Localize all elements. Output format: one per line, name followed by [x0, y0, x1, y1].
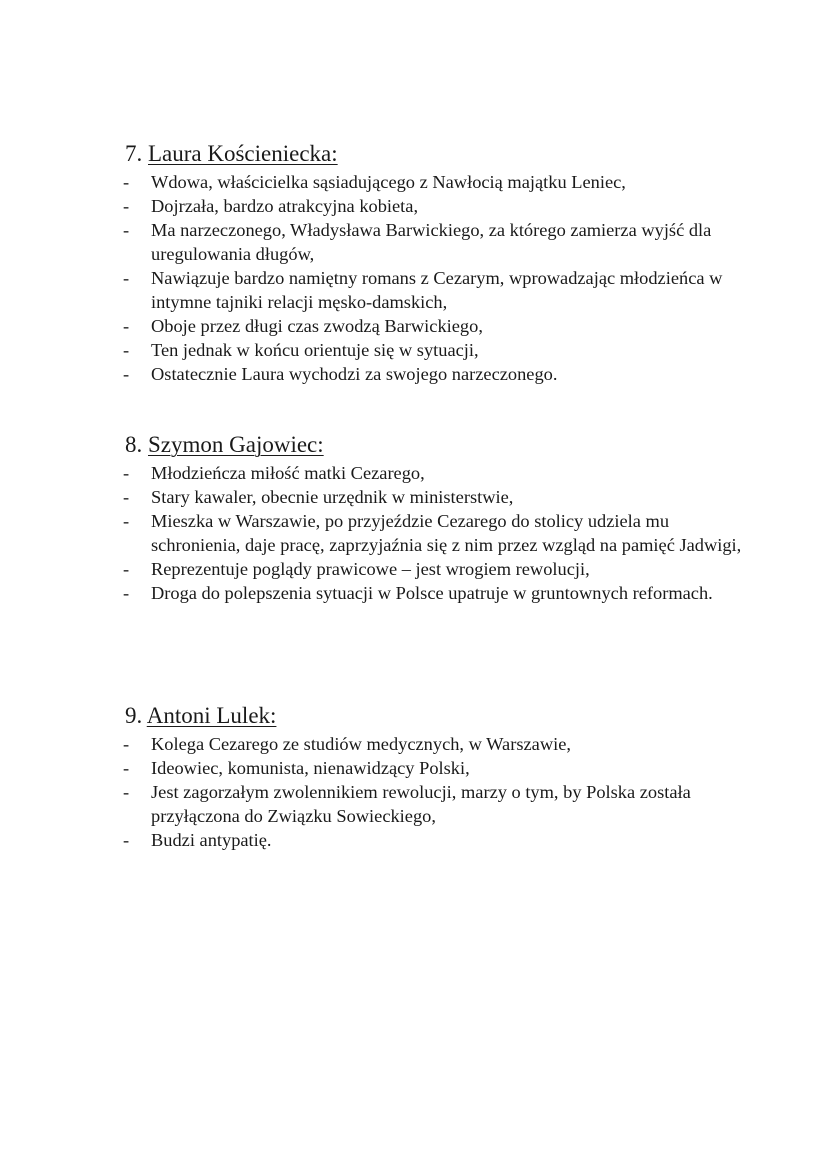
list-item-text: Stary kawaler, obecnie urzędnik w ministerstwie, — [151, 487, 514, 507]
bullet-dash: - — [123, 340, 130, 360]
bullet-dash: - — [123, 559, 130, 579]
bullet-dash: - — [123, 463, 130, 483]
list-item — [0, 732, 828, 756]
bullet-dash: - — [123, 583, 130, 603]
list-item — [0, 581, 828, 605]
bullet-dash: - — [123, 196, 130, 216]
bullet-dash: - — [123, 511, 130, 531]
list-item — [0, 557, 828, 581]
list-item-text: Mieszka w Warszawie, po przyjeździe Cezarego do stolicy udziela mu schronienia, daje pracę, zaprzyjaźnia się z nim przez wzgląd na pamięć Jadwigi, — [151, 511, 742, 555]
bullet-dash: - — [123, 220, 130, 240]
character-section-laura — [0, 138, 828, 386]
list-item — [0, 828, 828, 852]
character-section-szymon — [0, 429, 828, 605]
list-item — [0, 485, 828, 509]
list-item — [0, 194, 828, 218]
list-item-text: Budzi antypatię. — [151, 830, 272, 850]
bullet-dash: - — [123, 316, 130, 336]
section-number: 9. — [125, 703, 143, 728]
list-item — [0, 338, 828, 362]
list-item — [0, 266, 828, 314]
character-name: Antoni Lulek: — [146, 703, 277, 728]
list-item-text: Ten jednak w końcu orientuje się w sytuacji, — [151, 340, 479, 360]
list-item-text: Dojrzała, bardzo atrakcyjna kobieta, — [151, 196, 419, 216]
character-name: Szymon Gajowiec: — [148, 432, 324, 457]
character-traits-list — [0, 732, 828, 852]
bullet-dash: - — [123, 782, 130, 802]
bullet-dash: - — [123, 487, 130, 507]
list-item — [0, 218, 828, 266]
list-item-text: Reprezentuje poglądy prawicowe – jest wrogiem rewolucji, — [151, 559, 590, 579]
list-item-text: Kolega Cezarego ze studiów medycznych, w Warszawie, — [151, 734, 571, 754]
list-item — [0, 756, 828, 780]
section-number: 7. — [125, 141, 143, 166]
list-item — [0, 170, 828, 194]
list-item-text: Młodzieńcza miłość matki Cezarego, — [151, 463, 425, 483]
section-heading — [125, 700, 828, 732]
list-item-text: Oboje przez długi czas zwodzą Barwickiego, — [151, 316, 483, 336]
list-item — [0, 461, 828, 485]
bullet-dash: - — [123, 758, 130, 778]
list-item-text: Nawiązuje bardzo namiętny romans z Cezarym, wprowadzając młodzieńca w intymne tajniki relacji męsko-damskich, — [151, 268, 723, 312]
section-number: 8. — [125, 432, 143, 457]
bullet-dash: - — [123, 364, 130, 384]
list-item — [0, 780, 828, 828]
list-item — [0, 509, 828, 557]
list-item-text: Ostatecznie Laura wychodzi za swojego narzeczonego. — [151, 364, 558, 384]
section-heading — [125, 429, 828, 461]
list-item — [0, 362, 828, 386]
character-traits-list — [0, 461, 828, 605]
section-heading — [125, 138, 828, 170]
character-section-antoni — [0, 700, 828, 852]
bullet-dash: - — [123, 830, 130, 850]
list-item-text: Jest zagorzałym zwolennikiem rewolucji, marzy o tym, by Polska została przyłączona do Związku Sowieckiego, — [151, 782, 691, 826]
list-item-text: Droga do polepszenia sytuacji w Polsce upatruje w gruntownych reformach. — [151, 583, 713, 603]
list-item-text: Ideowiec, komunista, nienawidzący Polski, — [151, 758, 470, 778]
list-item-text: Ma narzeczonego, Władysława Barwickiego, za którego zamierza wyjść dla uregulowania długów, — [151, 220, 712, 264]
character-name: Laura Kościeniecka: — [148, 141, 338, 166]
bullet-dash: - — [123, 734, 130, 754]
character-traits-list — [0, 170, 828, 386]
list-item — [0, 314, 828, 338]
bullet-dash: - — [123, 172, 130, 192]
list-item-text: Wdowa, właścicielka sąsiadującego z Nawłocią majątku Leniec, — [151, 172, 626, 192]
bullet-dash: - — [123, 268, 130, 288]
